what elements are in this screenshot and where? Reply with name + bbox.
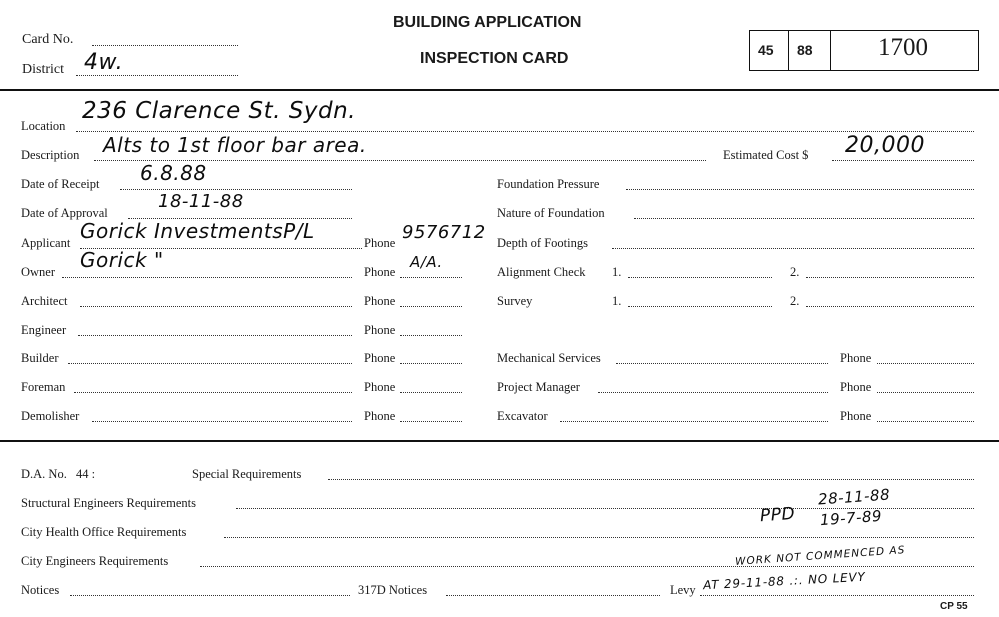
card-no-line [92, 45, 238, 46]
levy-line [700, 595, 974, 596]
card-no-label: Card No. [22, 32, 74, 47]
engineer-line [78, 335, 352, 336]
special-requirements-label: Special Requirements [192, 467, 302, 481]
mechanical-line [616, 363, 828, 364]
demolisher-phone-line [400, 421, 462, 422]
builder-phone-label: Phone [364, 351, 396, 365]
builder-phone-line [400, 363, 462, 364]
description-value: Alts to 1st floor bar area. [103, 133, 367, 157]
excavator-phone-label: Phone [840, 409, 872, 423]
note-work-not-commenced: WORK NOT COMMENCED AS [734, 544, 906, 568]
excavator-line [560, 421, 828, 422]
demolisher-label: Demolisher [21, 409, 80, 423]
owner-value: Gorick " [80, 248, 164, 272]
mechanical-phone-label: Phone [840, 351, 872, 365]
location-label: Location [21, 119, 66, 133]
foreman-phone-label: Phone [364, 380, 396, 394]
city-engineers-label: City Engineers Requirements [21, 554, 169, 568]
excavator-phone-line [877, 421, 974, 422]
note-no-levy: AT 29-11-88 .:. NO LEVY [702, 569, 866, 593]
form-code: CP 55 [940, 601, 968, 612]
divider-top [0, 89, 999, 91]
note-date1: 28-11-88 [817, 485, 891, 509]
mechanical-label: Mechanical Services [497, 351, 601, 365]
foreman-phone-line [400, 392, 462, 393]
applicant-phone-value: 9576712 [402, 222, 486, 243]
architect-phone-label: Phone [364, 294, 396, 308]
engineer-phone-line [400, 335, 462, 336]
foundation-pressure-line [626, 189, 974, 190]
engineer-label: Engineer [21, 323, 67, 337]
depth-footings-label: Depth of Footings [497, 236, 588, 250]
project-manager-label: Project Manager [497, 380, 580, 394]
notices-317d-label: 317D Notices [358, 583, 428, 597]
owner-label: Owner [21, 265, 56, 279]
estimated-cost-line [832, 160, 974, 161]
demolisher-phone-label: Phone [364, 409, 396, 423]
city-engineers-line [200, 566, 974, 567]
number-box-b: 88 [797, 42, 813, 58]
project-manager-line [598, 392, 828, 393]
mechanical-phone-line [877, 363, 974, 364]
excavator-label: Excavator [497, 409, 548, 423]
survey-1-line [628, 306, 772, 307]
builder-label: Builder [21, 351, 59, 365]
levy-label: Levy [670, 583, 696, 597]
applicant-label: Applicant [21, 236, 71, 250]
city-health-line [224, 537, 974, 538]
notices-317d-line [446, 595, 660, 596]
applicant-value: Gorick InvestmentsP/L [80, 219, 315, 243]
date-receipt-value: 6.8.88 [140, 161, 207, 185]
notices-line [70, 595, 350, 596]
project-manager-phone-label: Phone [840, 380, 872, 394]
date-approval-value: 18-11-88 [158, 191, 244, 212]
alignment-1-label: 1. [612, 265, 622, 279]
alignment-2-label: 2. [790, 265, 800, 279]
builder-line [68, 363, 352, 364]
architect-phone-line [400, 306, 462, 307]
nature-foundation-line [634, 218, 974, 219]
alignment-1-line [628, 277, 772, 278]
card-number-box [749, 30, 979, 71]
owner-phone-line [400, 277, 462, 278]
survey-label: Survey [497, 294, 533, 308]
engineer-phone-label: Phone [364, 323, 396, 337]
structural-requirements-label: Structural Engineers Requirements [21, 496, 196, 510]
title-inspection-card: INSPECTION CARD [420, 50, 569, 67]
demolisher-line [92, 421, 352, 422]
estimated-cost-value: 20,000 [845, 133, 925, 158]
survey-1-label: 1. [612, 294, 622, 308]
project-manager-phone-line [877, 392, 974, 393]
date-receipt-label: Date of Receipt [21, 177, 100, 191]
da-no-label: D.A. No. [21, 467, 67, 481]
location-value: 236 Clarence St. Sydn. [82, 98, 356, 124]
title-building-application: BUILDING APPLICATION [393, 14, 582, 31]
description-label: Description [21, 148, 80, 162]
owner-phone-label: Phone [364, 265, 396, 279]
foundation-pressure-label: Foundation Pressure [497, 177, 600, 191]
district-line [76, 75, 238, 76]
foreman-label: Foreman [21, 380, 66, 394]
architect-label: Architect [21, 294, 68, 308]
applicant-phone-label: Phone [364, 236, 396, 250]
location-line [76, 131, 974, 132]
district-label: District [22, 62, 64, 77]
city-health-label: City Health Office Requirements [21, 525, 187, 539]
survey-2-line [806, 306, 974, 307]
divider-bottom [0, 440, 999, 442]
owner-line [62, 277, 352, 278]
owner-phone-value: A/A. [410, 253, 443, 271]
da-no-value: 44 : [76, 467, 96, 481]
number-box-main: 1700 [878, 34, 928, 61]
date-approval-label: Date of Approval [21, 206, 108, 220]
nature-foundation-label: Nature of Foundation [497, 206, 605, 220]
alignment-2-line [806, 277, 974, 278]
note-ppd: PPD [759, 503, 796, 527]
special-requirements-line [328, 479, 974, 480]
survey-2-label: 2. [790, 294, 800, 308]
date-receipt-line [120, 189, 352, 190]
note-date2: 19-7-89 [819, 506, 883, 530]
number-box-a: 45 [758, 42, 774, 58]
estimated-cost-label: Estimated Cost $ [723, 148, 809, 162]
depth-footings-line [612, 248, 974, 249]
district-value: 4w. [84, 50, 124, 75]
notices-label: Notices [21, 583, 60, 597]
architect-line [80, 306, 352, 307]
alignment-check-label: Alignment Check [497, 265, 586, 279]
foreman-line [74, 392, 352, 393]
